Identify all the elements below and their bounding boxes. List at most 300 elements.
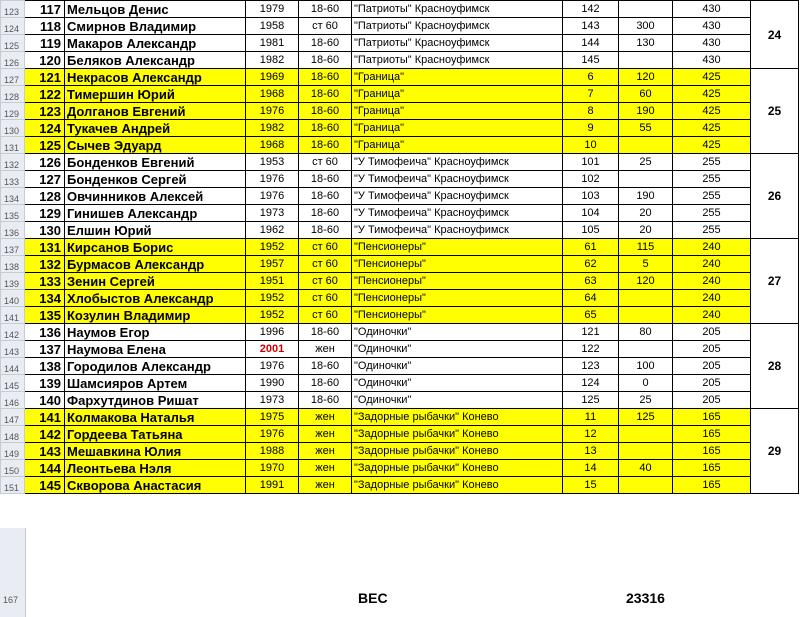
birth-year-cell[interactable]: 1968 <box>246 86 299 103</box>
team-total-cell[interactable]: 425 <box>673 120 751 137</box>
table-row <box>1 477 799 494</box>
catch-weight-cell[interactable]: 125 <box>619 409 673 426</box>
row-number-cell[interactable]: 140 <box>1 290 25 307</box>
team-name-cell[interactable]: "Задорные рыбачки" Конево <box>352 426 563 443</box>
catch-weight-cell[interactable]: 120 <box>619 273 673 290</box>
catch-weight-cell[interactable]: 5 <box>619 256 673 273</box>
sector-number-cell[interactable]: 143 <box>563 18 619 35</box>
sector-number-cell[interactable]: 105 <box>563 222 619 239</box>
team-name-cell[interactable]: "Патриоты" Красноуфимск <box>352 52 563 69</box>
sector-number-cell[interactable]: 103 <box>563 188 619 205</box>
participant-number-cell[interactable]: 134 <box>25 290 65 307</box>
team-name-cell[interactable]: "Задорные рыбачки" Конево <box>352 443 563 460</box>
birth-year-cell[interactable]: 1973 <box>246 205 299 222</box>
sector-number-cell[interactable]: 121 <box>563 324 619 341</box>
age-category-cell[interactable]: жен <box>299 443 352 460</box>
sector-number-cell[interactable]: 8 <box>563 103 619 120</box>
participant-number-cell[interactable]: 141 <box>25 409 65 426</box>
catch-weight-cell[interactable]: 20 <box>619 205 673 222</box>
participant-number-cell[interactable]: 119 <box>25 35 65 52</box>
age-category-cell[interactable]: 18-60 <box>299 103 352 120</box>
team-name-cell[interactable]: "У Тимофеича" Красноуфимск <box>352 222 563 239</box>
row-number-cell[interactable]: 136 <box>1 222 25 239</box>
team-total-cell[interactable]: 205 <box>673 341 751 358</box>
team-total-cell[interactable]: 205 <box>673 375 751 392</box>
table-row <box>1 392 799 409</box>
age-category-cell[interactable]: 18-60 <box>299 1 352 18</box>
participant-name-cell[interactable]: Бонденков Евгений <box>65 154 246 171</box>
participant-name-cell[interactable]: Городилов Александр <box>65 358 246 375</box>
participant-number-cell[interactable]: 127 <box>25 171 65 188</box>
sector-number-cell[interactable]: 104 <box>563 205 619 222</box>
team-total-cell[interactable]: 240 <box>673 307 751 324</box>
catch-weight-cell[interactable]: 100 <box>619 358 673 375</box>
participant-name-cell[interactable]: Тимершин Юрий <box>65 86 246 103</box>
participant-name-cell[interactable]: Колмакова Наталья <box>65 409 246 426</box>
birth-year-cell[interactable]: 1973 <box>246 392 299 409</box>
birth-year-cell[interactable]: 1952 <box>246 239 299 256</box>
sector-number-cell[interactable]: 64 <box>563 290 619 307</box>
table-row <box>1 307 799 324</box>
table-row <box>1 35 799 52</box>
team-total-cell[interactable]: 165 <box>673 477 751 494</box>
team-name-cell[interactable]: "Граница" <box>352 120 563 137</box>
team-total-cell[interactable]: 165 <box>673 426 751 443</box>
spreadsheet-body <box>1 1 799 494</box>
sector-number-cell[interactable]: 7 <box>563 86 619 103</box>
participant-name-cell[interactable]: Козулин Владимир <box>65 307 246 324</box>
table-row <box>1 188 799 205</box>
participant-number-cell[interactable]: 128 <box>25 188 65 205</box>
row-number-cell[interactable]: 146 <box>1 392 25 409</box>
age-category-cell[interactable]: жен <box>299 426 352 443</box>
catch-weight-cell[interactable]: 25 <box>619 154 673 171</box>
team-total-cell[interactable]: 205 <box>673 358 751 375</box>
team-name-cell[interactable]: "Задорные рыбачки" Конево <box>352 409 563 426</box>
team-total-cell[interactable]: 240 <box>673 256 751 273</box>
participant-name-cell[interactable]: Бонденков Сергей <box>65 171 246 188</box>
row-number-cell[interactable]: 144 <box>1 358 25 375</box>
sector-number-cell[interactable]: 145 <box>563 52 619 69</box>
team-total-cell[interactable]: 425 <box>673 69 751 86</box>
participant-name-cell[interactable]: Леонтьева Нэля <box>65 460 246 477</box>
participant-number-cell[interactable]: 142 <box>25 426 65 443</box>
participant-name-cell[interactable]: Сычев Эдуард <box>65 137 246 154</box>
participant-name-cell[interactable]: Фархутдинов Ришат <box>65 392 246 409</box>
row-number-cell[interactable]: 149 <box>1 443 25 460</box>
catch-weight-cell[interactable]: 190 <box>619 188 673 205</box>
team-name-cell[interactable]: "Патриоты" Красноуфимск <box>352 1 563 18</box>
row-number-footer[interactable]: 167 <box>3 595 19 605</box>
catch-weight-cell[interactable]: 0 <box>619 375 673 392</box>
birth-year-cell[interactable]: 1976 <box>246 358 299 375</box>
age-category-cell[interactable]: ст 60 <box>299 154 352 171</box>
team-name-cell[interactable]: "Граница" <box>352 69 563 86</box>
catch-weight-cell[interactable]: 120 <box>619 69 673 86</box>
table-row <box>1 460 799 477</box>
sector-number-cell[interactable]: 14 <box>563 460 619 477</box>
participant-name-cell[interactable]: Тукачев Андрей <box>65 120 246 137</box>
participant-name-cell[interactable]: Зенин Сергей <box>65 273 246 290</box>
birth-year-cell[interactable]: 1981 <box>246 35 299 52</box>
row-number-cell[interactable]: 133 <box>1 171 25 188</box>
team-total-cell[interactable]: 425 <box>673 137 751 154</box>
catch-weight-cell[interactable]: 190 <box>619 103 673 120</box>
table-row <box>1 1 799 18</box>
participant-number-cell[interactable]: 131 <box>25 239 65 256</box>
team-total-cell[interactable]: 240 <box>673 239 751 256</box>
sector-number-cell[interactable]: 123 <box>563 358 619 375</box>
age-category-cell[interactable]: жен <box>299 477 352 494</box>
age-category-cell[interactable]: 18-60 <box>299 358 352 375</box>
birth-year-cell[interactable]: 1970 <box>246 460 299 477</box>
sector-number-cell[interactable]: 144 <box>563 35 619 52</box>
participant-name-cell[interactable]: Беляков Александр <box>65 52 246 69</box>
participant-number-cell[interactable]: 125 <box>25 137 65 154</box>
birth-year-cell[interactable]: 1976 <box>246 188 299 205</box>
birth-year-cell[interactable]: 1969 <box>246 69 299 86</box>
table-row <box>1 256 799 273</box>
participant-name-cell[interactable]: Смирнов Владимир <box>65 18 246 35</box>
catch-weight-cell[interactable]: 115 <box>619 239 673 256</box>
table-row <box>1 154 799 171</box>
sector-number-cell[interactable]: 65 <box>563 307 619 324</box>
sector-number-cell[interactable]: 9 <box>563 120 619 137</box>
row-number-cell[interactable]: 135 <box>1 205 25 222</box>
participant-number-cell[interactable]: 120 <box>25 52 65 69</box>
participant-number-cell[interactable]: 124 <box>25 120 65 137</box>
row-number-cell[interactable]: 131 <box>1 137 25 154</box>
team-name-cell[interactable]: "Задорные рыбачки" Конево <box>352 477 563 494</box>
team-total-cell[interactable]: 255 <box>673 222 751 239</box>
age-category-cell[interactable]: 18-60 <box>299 120 352 137</box>
sector-number-cell[interactable]: 13 <box>563 443 619 460</box>
birth-year-cell[interactable]: 1952 <box>246 290 299 307</box>
participant-name-cell[interactable]: Овчинников Алексей <box>65 188 246 205</box>
sector-number-cell[interactable]: 62 <box>563 256 619 273</box>
team-total-cell[interactable]: 430 <box>673 18 751 35</box>
sector-number-cell[interactable]: 125 <box>563 392 619 409</box>
team-place-cell[interactable]: 24 <box>751 1 799 69</box>
row-number-cell[interactable]: 151 <box>1 477 25 494</box>
team-name-cell[interactable]: "Патриоты" Красноуфимск <box>352 18 563 35</box>
table-row <box>1 426 799 443</box>
participant-number-cell[interactable]: 137 <box>25 341 65 358</box>
sector-number-cell[interactable]: 10 <box>563 137 619 154</box>
catch-weight-cell[interactable] <box>619 477 673 494</box>
table-row <box>1 341 799 358</box>
team-total-cell[interactable]: 430 <box>673 52 751 69</box>
participant-name-cell[interactable]: Гинишев Александр <box>65 205 246 222</box>
catch-weight-cell[interactable]: 55 <box>619 120 673 137</box>
sector-number-cell[interactable]: 142 <box>563 1 619 18</box>
sector-number-cell[interactable]: 63 <box>563 273 619 290</box>
participant-number-cell[interactable]: 133 <box>25 273 65 290</box>
age-category-cell[interactable]: 18-60 <box>299 86 352 103</box>
birth-year-cell[interactable]: 1952 <box>246 307 299 324</box>
participant-number-cell[interactable]: 136 <box>25 324 65 341</box>
team-total-cell[interactable]: 255 <box>673 171 751 188</box>
catch-weight-cell[interactable]: 130 <box>619 35 673 52</box>
team-name-cell[interactable]: "У Тимофеича" Красноуфимск <box>352 205 563 222</box>
team-name-cell[interactable]: "Одиночки" <box>352 392 563 409</box>
participant-name-cell[interactable]: Долганов Евгений <box>65 103 246 120</box>
age-category-cell[interactable]: 18-60 <box>299 392 352 409</box>
team-name-cell[interactable]: "Патриоты" Красноуфимск <box>352 35 563 52</box>
age-category-cell[interactable]: 18-60 <box>299 188 352 205</box>
age-category-cell[interactable]: ст 60 <box>299 256 352 273</box>
birth-year-cell[interactable]: 1982 <box>246 52 299 69</box>
team-name-cell[interactable]: "Пенсионеры" <box>352 239 563 256</box>
catch-weight-cell[interactable]: 20 <box>619 222 673 239</box>
team-place-cell[interactable]: 25 <box>751 69 799 154</box>
catch-weight-cell[interactable] <box>619 290 673 307</box>
age-category-cell[interactable]: ст 60 <box>299 290 352 307</box>
participant-number-cell[interactable]: 140 <box>25 392 65 409</box>
age-category-cell[interactable]: 18-60 <box>299 375 352 392</box>
team-name-cell[interactable]: "У Тимофеича" Красноуфимск <box>352 154 563 171</box>
age-category-cell[interactable]: ст 60 <box>299 18 352 35</box>
row-number-cell[interactable]: 126 <box>1 52 25 69</box>
table-row <box>1 375 799 392</box>
table-row <box>1 239 799 256</box>
birth-year-cell[interactable]: 1957 <box>246 256 299 273</box>
table-row <box>1 324 799 341</box>
row-number-cell[interactable]: 130 <box>1 120 25 137</box>
participant-name-cell[interactable]: Елшин Юрий <box>65 222 246 239</box>
participant-number-cell[interactable]: 138 <box>25 358 65 375</box>
birth-year-cell[interactable]: 1990 <box>246 375 299 392</box>
participant-name-cell[interactable]: Мешавкина Юлия <box>65 443 246 460</box>
age-category-cell[interactable]: 18-60 <box>299 52 352 69</box>
participant-name-cell[interactable]: Гордеева Татьяна <box>65 426 246 443</box>
participant-name-cell[interactable]: Кирсанов Борис <box>65 239 246 256</box>
catch-weight-cell[interactable]: 80 <box>619 324 673 341</box>
age-category-cell[interactable]: жен <box>299 409 352 426</box>
row-number-cell[interactable]: 141 <box>1 307 25 324</box>
row-number-cell[interactable]: 124 <box>1 18 25 35</box>
participant-name-cell[interactable]: Мельцов Денис <box>65 1 246 18</box>
catch-weight-cell[interactable]: 25 <box>619 392 673 409</box>
sector-number-cell[interactable]: 15 <box>563 477 619 494</box>
row-number-cell[interactable]: 123 <box>1 1 25 18</box>
catch-weight-cell[interactable]: 40 <box>619 460 673 477</box>
team-total-cell[interactable]: 240 <box>673 290 751 307</box>
birth-year-cell[interactable]: 1975 <box>246 409 299 426</box>
table-row <box>1 443 799 460</box>
team-total-cell[interactable]: 430 <box>673 35 751 52</box>
birth-year-cell[interactable]: 1982 <box>246 120 299 137</box>
table-row <box>1 103 799 120</box>
row-number-cell[interactable]: 129 <box>1 103 25 120</box>
participant-name-cell[interactable]: Наумов Егор <box>65 324 246 341</box>
participant-number-cell[interactable]: 122 <box>25 86 65 103</box>
team-name-cell[interactable]: "Пенсионеры" <box>352 256 563 273</box>
table-row <box>1 409 799 426</box>
catch-weight-cell[interactable] <box>619 137 673 154</box>
participant-number-cell[interactable]: 143 <box>25 443 65 460</box>
table-row <box>1 290 799 307</box>
team-name-cell[interactable]: "Задорные рыбачки" Конево <box>352 460 563 477</box>
team-place-cell[interactable]: 29 <box>751 409 799 494</box>
sector-number-cell[interactable]: 124 <box>563 375 619 392</box>
age-category-cell[interactable]: 18-60 <box>299 205 352 222</box>
age-category-cell[interactable]: жен <box>299 341 352 358</box>
table-row <box>1 273 799 290</box>
age-category-cell[interactable]: 18-60 <box>299 69 352 86</box>
team-name-cell[interactable]: "У Тимофеича" Красноуфимск <box>352 171 563 188</box>
sector-number-cell[interactable]: 102 <box>563 171 619 188</box>
age-category-cell[interactable]: 18-60 <box>299 171 352 188</box>
row-number-cell[interactable]: 139 <box>1 273 25 290</box>
table-row <box>1 86 799 103</box>
table-row <box>1 205 799 222</box>
table-row <box>1 52 799 69</box>
participant-number-cell[interactable]: 144 <box>25 460 65 477</box>
team-total-cell[interactable]: 165 <box>673 460 751 477</box>
team-place-cell[interactable]: 27 <box>751 239 799 324</box>
row-number-cell[interactable]: 142 <box>1 324 25 341</box>
birth-year-cell[interactable]: 1996 <box>246 324 299 341</box>
participant-number-cell[interactable]: 135 <box>25 307 65 324</box>
participant-number-cell[interactable]: 129 <box>25 205 65 222</box>
catch-weight-cell[interactable] <box>619 341 673 358</box>
team-total-cell[interactable]: 255 <box>673 188 751 205</box>
catch-weight-cell[interactable] <box>619 1 673 18</box>
table-row <box>1 120 799 137</box>
birth-year-cell[interactable]: 2001 <box>246 341 299 358</box>
row-number-cell[interactable]: 143 <box>1 341 25 358</box>
participant-number-cell[interactable]: 145 <box>25 477 65 494</box>
team-total-cell[interactable]: 425 <box>673 103 751 120</box>
birth-year-cell[interactable]: 1951 <box>246 273 299 290</box>
age-category-cell[interactable]: 18-60 <box>299 324 352 341</box>
team-total-cell[interactable]: 205 <box>673 324 751 341</box>
row-number-cell[interactable]: 134 <box>1 188 25 205</box>
catch-weight-cell[interactable]: 60 <box>619 86 673 103</box>
team-name-cell[interactable]: "Граница" <box>352 86 563 103</box>
birth-year-cell[interactable]: 1979 <box>246 1 299 18</box>
participant-name-cell[interactable]: Шамсияров Артем <box>65 375 246 392</box>
catch-weight-cell[interactable] <box>619 171 673 188</box>
team-name-cell[interactable]: "Пенсионеры" <box>352 307 563 324</box>
catch-weight-cell[interactable] <box>619 443 673 460</box>
team-name-cell[interactable]: "Граница" <box>352 103 563 120</box>
catch-weight-cell[interactable] <box>619 52 673 69</box>
row-number-cell[interactable]: 147 <box>1 409 25 426</box>
participant-name-cell[interactable]: Хлобыстов Александр <box>65 290 246 307</box>
team-name-cell[interactable]: "Пенсионеры" <box>352 273 563 290</box>
age-category-cell[interactable]: ст 60 <box>299 239 352 256</box>
age-category-cell[interactable]: 18-60 <box>299 222 352 239</box>
team-total-cell[interactable]: 240 <box>673 273 751 290</box>
team-place-cell[interactable]: 26 <box>751 154 799 239</box>
birth-year-cell[interactable]: 1953 <box>246 154 299 171</box>
team-total-cell[interactable]: 430 <box>673 1 751 18</box>
team-name-cell[interactable]: "Одиночки" <box>352 341 563 358</box>
table-row <box>1 222 799 239</box>
sector-number-cell[interactable]: 12 <box>563 426 619 443</box>
catch-weight-cell[interactable]: 300 <box>619 18 673 35</box>
team-total-cell[interactable]: 205 <box>673 392 751 409</box>
birth-year-cell[interactable]: 1976 <box>246 426 299 443</box>
birth-year-cell[interactable]: 1968 <box>246 137 299 154</box>
participant-number-cell[interactable]: 123 <box>25 103 65 120</box>
team-total-cell[interactable]: 165 <box>673 443 751 460</box>
team-name-cell[interactable]: "Пенсионеры" <box>352 290 563 307</box>
participant-number-cell[interactable]: 130 <box>25 222 65 239</box>
row-number-cell[interactable]: 125 <box>1 35 25 52</box>
age-category-cell[interactable]: 18-60 <box>299 137 352 154</box>
row-number-cell[interactable]: 128 <box>1 86 25 103</box>
age-category-cell[interactable]: ст 60 <box>299 307 352 324</box>
team-total-cell[interactable]: 165 <box>673 409 751 426</box>
catch-weight-cell[interactable] <box>619 307 673 324</box>
participant-name-cell[interactable]: Бурмасов Александр <box>65 256 246 273</box>
team-total-cell[interactable]: 425 <box>673 86 751 103</box>
age-category-cell[interactable]: 18-60 <box>299 35 352 52</box>
table-row <box>1 18 799 35</box>
row-number-cell[interactable]: 138 <box>1 256 25 273</box>
birth-year-cell[interactable]: 1976 <box>246 171 299 188</box>
table-row <box>1 358 799 375</box>
row-number-cell[interactable]: 132 <box>1 154 25 171</box>
sector-number-cell[interactable]: 6 <box>563 69 619 86</box>
team-total-cell[interactable]: 255 <box>673 205 751 222</box>
age-category-cell[interactable]: жен <box>299 460 352 477</box>
table-row <box>1 69 799 86</box>
row-number-cell[interactable]: 148 <box>1 426 25 443</box>
team-name-cell[interactable]: "Одиночки" <box>352 324 563 341</box>
birth-year-cell[interactable]: 1988 <box>246 443 299 460</box>
participant-name-cell[interactable]: Макаров Александр <box>65 35 246 52</box>
team-name-cell[interactable]: "Граница" <box>352 137 563 154</box>
sector-number-cell[interactable]: 101 <box>563 154 619 171</box>
row-number-cell[interactable]: 137 <box>1 239 25 256</box>
participant-number-cell[interactable]: 126 <box>25 154 65 171</box>
team-place-cell[interactable]: 28 <box>751 324 799 409</box>
age-category-cell[interactable]: ст 60 <box>299 273 352 290</box>
birth-year-cell[interactable]: 1976 <box>246 103 299 120</box>
total-weight-label[interactable]: ВЕС <box>358 590 388 606</box>
table-row <box>1 137 799 154</box>
team-name-cell[interactable]: "У Тимофеича" Красноуфимск <box>352 188 563 205</box>
birth-year-cell[interactable]: 1991 <box>246 477 299 494</box>
row-number-cell[interactable]: 150 <box>1 460 25 477</box>
participant-number-cell[interactable]: 121 <box>25 69 65 86</box>
participant-name-cell[interactable]: Наумова Елена <box>65 341 246 358</box>
birth-year-cell[interactable]: 1958 <box>246 18 299 35</box>
team-name-cell[interactable]: "Одиночки" <box>352 375 563 392</box>
sector-number-cell[interactable]: 11 <box>563 409 619 426</box>
participant-name-cell[interactable]: Скворова Анастасия <box>65 477 246 494</box>
sector-number-cell[interactable]: 122 <box>563 341 619 358</box>
participant-number-cell[interactable]: 117 <box>25 1 65 18</box>
participant-number-cell[interactable]: 132 <box>25 256 65 273</box>
team-name-cell[interactable]: "Одиночки" <box>352 358 563 375</box>
row-number-cell[interactable]: 127 <box>1 69 25 86</box>
table-row <box>1 171 799 188</box>
participant-number-cell[interactable]: 118 <box>25 18 65 35</box>
participant-name-cell[interactable]: Некрасов Александр <box>65 69 246 86</box>
participant-number-cell[interactable]: 139 <box>25 375 65 392</box>
team-total-cell[interactable]: 255 <box>673 154 751 171</box>
sector-number-cell[interactable]: 61 <box>563 239 619 256</box>
total-weight-value[interactable]: 23316 <box>626 590 665 606</box>
birth-year-cell[interactable]: 1962 <box>246 222 299 239</box>
catch-weight-cell[interactable] <box>619 426 673 443</box>
row-number-cell[interactable]: 145 <box>1 375 25 392</box>
